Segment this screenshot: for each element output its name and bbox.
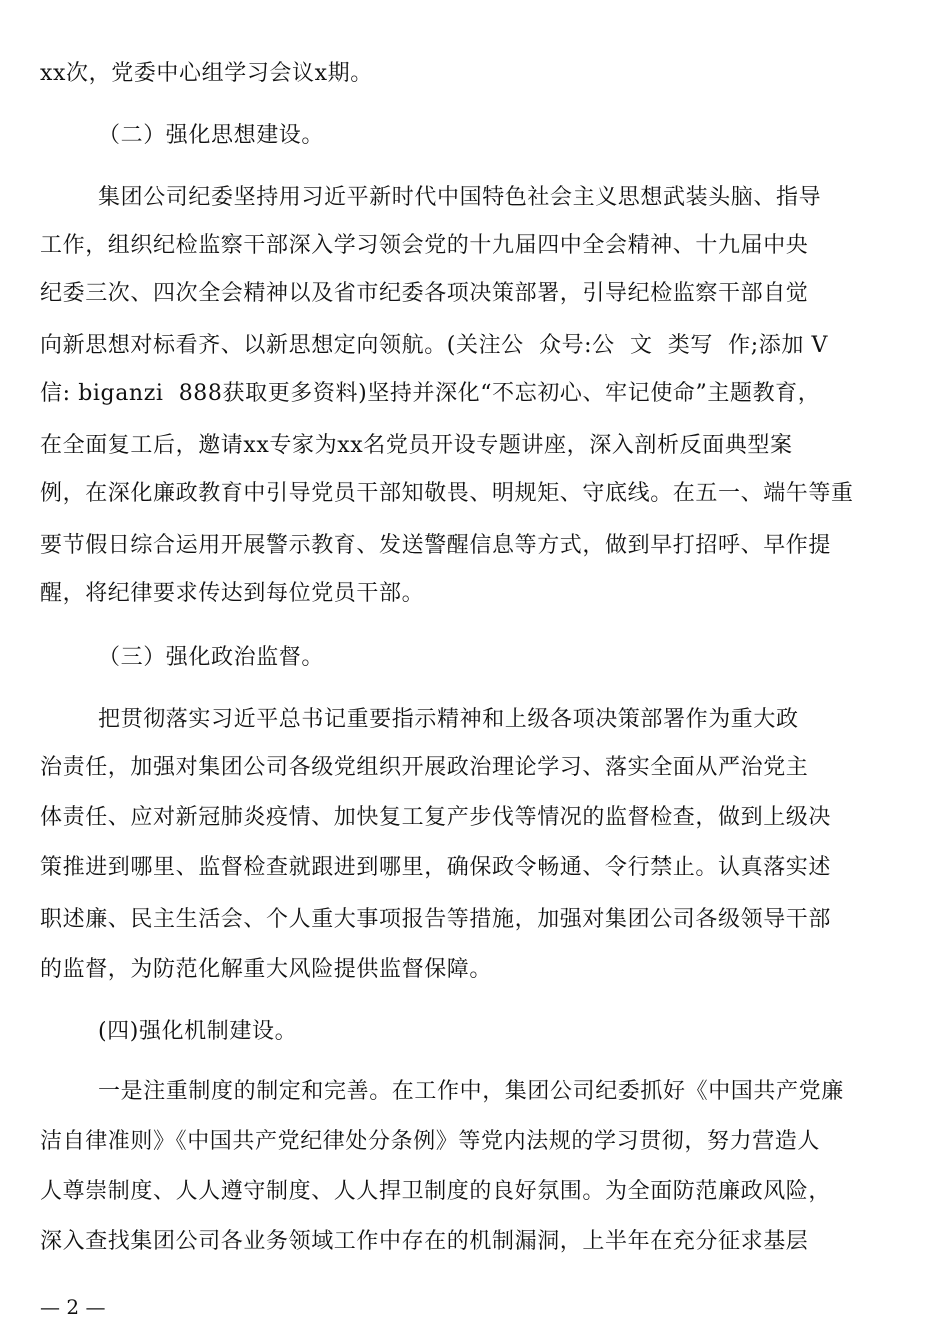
- section-heading: (四)强化机制建设。: [98, 1019, 298, 1044]
- text-line: 醒，将纪律要求传达到每位党员干部。: [40, 581, 425, 606]
- text-line: 策推进到哪里、监督检查就跟进到哪里，确保政令畅通、令行禁止。认真落实述: [40, 855, 832, 880]
- text-line: 信: biganzi 888获取更多资料)坚持并深化“不忘初心、牢记使命”主题教育，: [40, 381, 821, 406]
- text-line: 纪委三次、四次全会精神以及省市纪委各项决策部署，引导纪检监察干部自觉: [40, 281, 809, 306]
- section-heading: （二）强化思想建设。: [98, 123, 325, 148]
- text-line: 工作，组织纪检监察干部深入学习领会党的十九届四中全会精神、十九届中央: [40, 233, 809, 258]
- text-line: 在全面复工后，邀请xx专家为xx名党员开设专题讲座，深入剖析反面典型案: [40, 433, 793, 458]
- text-line: 例，在深化廉政教育中引导党员干部知敬畏、明规矩、守底线。在五一、端午等重: [40, 481, 854, 506]
- text-line: 一是注重制度的制定和完善。在工作中，集团公司纪委抓好《中国共产党廉: [98, 1079, 844, 1104]
- text-line: 深入查找集团公司各业务领域工作中存在的机制漏洞，上半年在充分征求基层: [40, 1229, 809, 1254]
- text-line: 洁自律准则》《中国共产党纪律处分条例》等党内法规的学习贯彻，努力营造人: [40, 1129, 821, 1154]
- text-line: 治责任，加强对集团公司各级党组织开展政治理论学习、落实全面从严治党主: [40, 755, 809, 780]
- text-line: xx次，党委中心组学习会议x期。: [40, 61, 373, 86]
- section-heading: （三）强化政治监督。: [98, 645, 325, 670]
- text-line: 要节假日综合运用开展警示教育、发送警醒信息等方式，做到早打招呼、早作提: [40, 533, 832, 558]
- text-line: 集团公司纪委坚持用习近平新时代中国特色社会主义思想武装头脑、指导: [98, 185, 822, 210]
- page-number: — 2 —: [40, 1295, 106, 1319]
- text-line: 体责任、应对新冠肺炎疫情、加快复工复产步伐等情况的监督检查，做到上级决: [40, 805, 832, 830]
- text-line: 职述廉、民主生活会、个人重大事项报告等措施，加强对集团公司各级领导干部: [40, 907, 832, 932]
- text-line: 把贯彻落实习近平总书记重要指示精神和上级各项决策部署作为重大政: [98, 707, 799, 732]
- text-line: 的监督，为防范化解重大风险提供监督保障。: [40, 957, 493, 982]
- text-line: 向新思想对标看齐、以新思想定向领航。(关注公 众号:公 文 类写 作;添加 V: [40, 333, 829, 358]
- text-line: 人尊崇制度、人人遵守制度、人人捍卫制度的良好氛围。为全面防范廉政风险，: [40, 1179, 832, 1204]
